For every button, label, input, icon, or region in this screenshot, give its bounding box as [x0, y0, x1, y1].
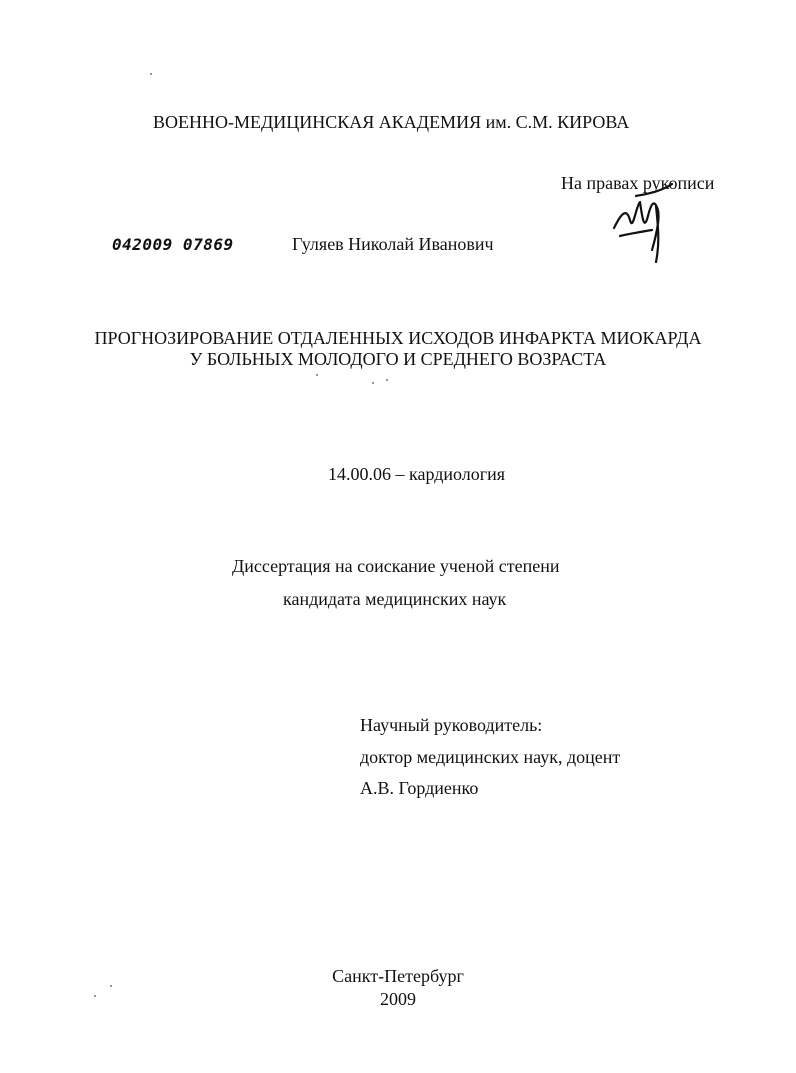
thesis-title-line-2: У БОЛЬНЫХ МОЛОДОГО И СРЕДНЕГО ВОЗРАСТА: [189, 349, 607, 369]
author-name: Гуляев Николай Иванович: [292, 234, 494, 254]
scan-speck: [372, 382, 374, 384]
institution-name: ВОЕННО-МЕДИЦИНСКАЯ АКАДЕМИЯ им. С.М. КИРОВА: [153, 112, 630, 132]
specialty-code: 14.00.06 – кардиология: [328, 464, 506, 484]
supervisor-credentials: доктор медицинских наук, доцент: [360, 747, 621, 767]
scan-speck: [110, 985, 112, 987]
supervisor-name: А.В. Гордиенко: [360, 778, 479, 798]
degree-statement-line-1: Диссертация на соискание ученой степени: [232, 556, 560, 576]
scan-speck: [316, 374, 318, 376]
degree-statement-line-2: кандидата медицинских наук: [283, 589, 507, 609]
thesis-title-line-1: ПРОГНОЗИРОВАНИЕ ОТДАЛЕННЫХ ИСХОДОВ ИНФАРКТА МИОКАРДА: [94, 328, 702, 348]
scan-speck: [150, 73, 152, 75]
catalog-stamp-number: 042009 07869: [112, 235, 234, 254]
year: 2009: [380, 989, 416, 1009]
scan-speck: [94, 995, 96, 997]
supervisor-heading: Научный руководитель:: [360, 715, 543, 735]
scan-speck: [386, 379, 388, 381]
signature-image: [606, 176, 676, 264]
manuscript-rights-note: На правах рукописи: [561, 173, 715, 193]
city: Санкт-Петербург: [332, 966, 464, 986]
